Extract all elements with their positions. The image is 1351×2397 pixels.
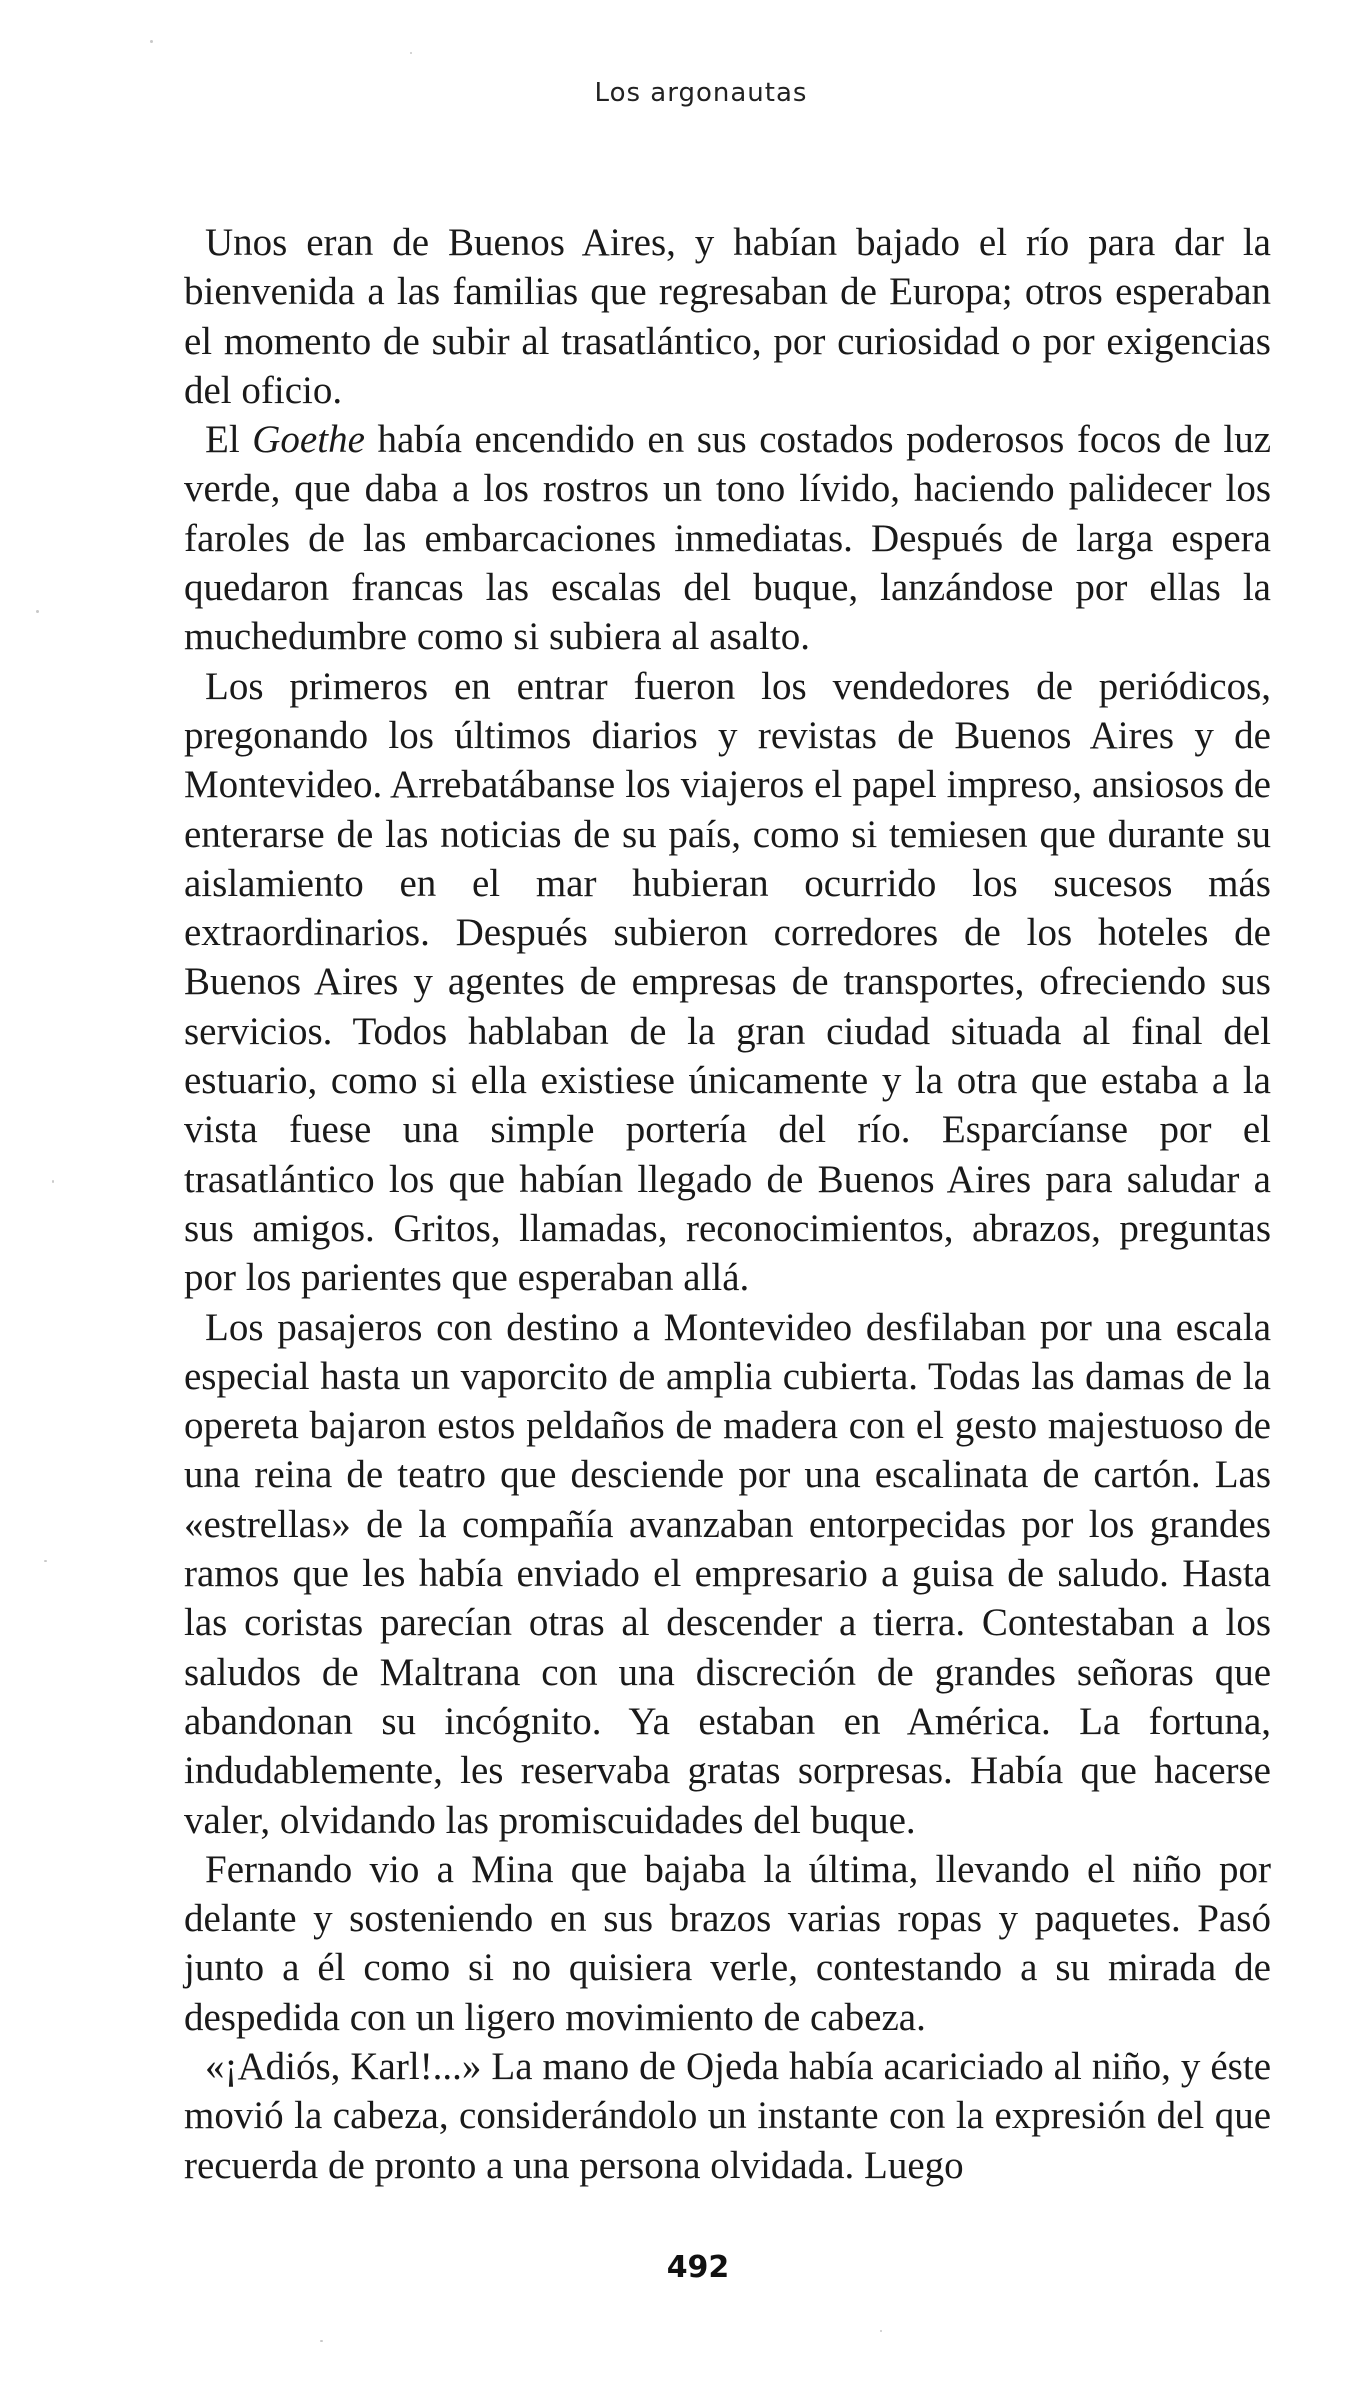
scan-speck — [150, 40, 153, 43]
paragraph-text: El — [205, 418, 253, 462]
paragraph: «¡Adiós, Karl!...» La mano de Ojeda había acariciado al niño, y éste movió la cabeza, considerándolo un instante con la expresión del que recuerda de pronto a una persona olvidada. Luego — [184, 2044, 1271, 2187]
scan-speck — [52, 1180, 54, 1183]
paragraph: Unos eran de Buenos Aires, y habían bajado el río para dar la bienvenida a las familias que regresaban de Europa; otros esperaban el momento de subir al trasatlántico, por curiosidad o por exigencias del oficio. — [184, 221, 1271, 412]
paragraph: Los pasajeros con destino a Montevideo desfilaban por una escala especial hasta un vaporcito de amplia cubierta. Todas las damas de la opereta bajaron estos peldaños de madera con el gesto majestuoso de una reina de teatro que desciende por una escalinata de cartón. Las «estrellas» de la compañía avanzaban entorpecidas por los grandes ramos que les había enviado el empresario a guisa de saludo. Hasta las coristas parecían otras al descender a tierra. Contestaban a los saludos de Maltrana con una discreción de grandes señoras que abandonan su incógnito. Ya estaban en América. La fortuna, indudablemente, les reservaba gratas sorpresas. Había que hacerse valer, olvidando las promiscuidades del buque. — [184, 1305, 1271, 1842]
body-text — [184, 218, 1271, 2190]
running-head: Los argonautas — [594, 78, 808, 108]
paragraph-text: había encendido en sus costados poderosos focos de luz verde, que daba a los rostros un tono lívido, haciendo palidecer los faroles de las embarcaciones inmediatas. Después de larga espera quedaron francas las escalas del buque, lanzándose por ellas la muchedumbre como si subiera al asalto. — [184, 418, 1271, 659]
paragraph: Los primeros en entrar fueron los vendedores de periódicos, pregonando los últimos diarios y revistas de Buenos Aires y de Montevideo. Arrebatábanse los viajeros el papel impreso, ansiosos de enterarse de las noticias de su país, como si temiesen que durante su aislamiento en el mar hubieran ocurrido los sucesos más extraordinarios. Después subieron corredores de los hoteles de Buenos Aires y agentes de empresas de transportes, ofreciendo sus servicios. Todos hablaban de la gran ciudad situada al final del estuario, como si ella existiese únicamente y la otra que estaba a la vista fuese una simple portería del río. Esparcíanse por el trasatlántico los que habían llegado de Buenos Aires para saludar a sus amigos. Gritos, llamadas, reconocimientos, abrazos, preguntas por los parientes que esperaban allá. — [184, 664, 1271, 1300]
paragraph: Fernando vio a Mina que bajaba la última, llevando el niño por delante y sosteniendo en sus brazos varias ropas y paquetes. Pasó junto a él como si no quisiera verle, contestando a su mirada de despedida con un ligero movimiento de cabeza. — [184, 1847, 1271, 2039]
scan-speck — [320, 2340, 323, 2342]
scan-speck — [36, 610, 39, 613]
scan-speck — [410, 52, 412, 54]
ship-name: Goethe — [252, 418, 365, 462]
scan-speck — [44, 1560, 47, 1562]
paragraph — [184, 415, 1271, 661]
page-number: 492 — [666, 2250, 730, 2285]
scan-speck — [880, 2330, 882, 2332]
